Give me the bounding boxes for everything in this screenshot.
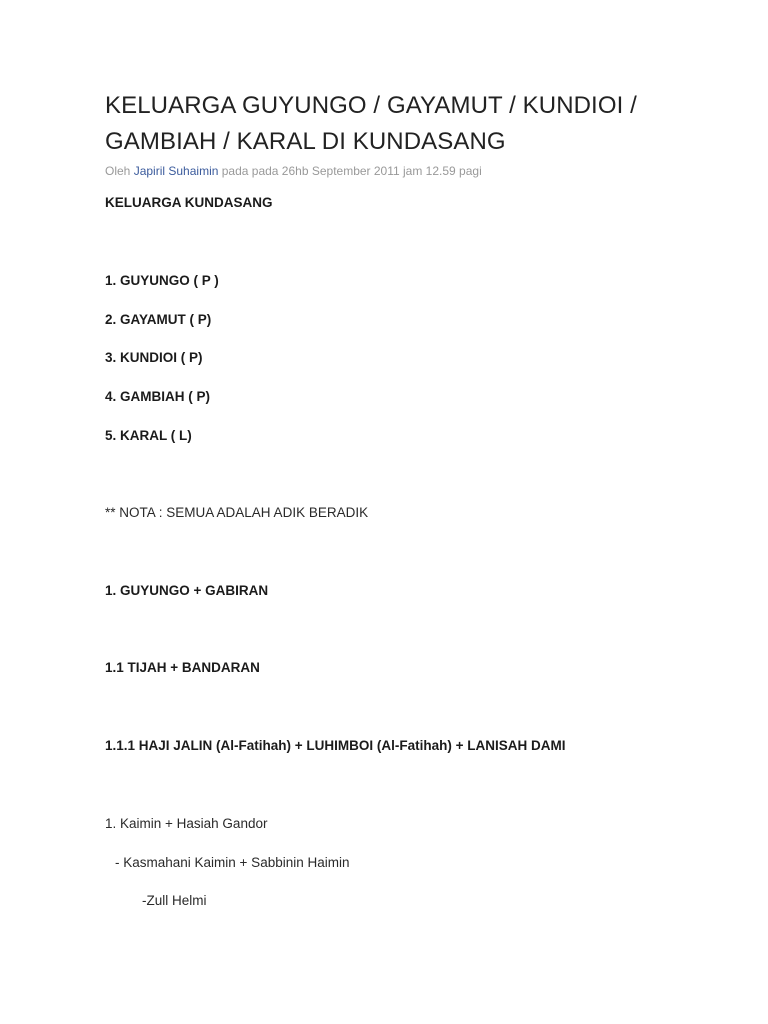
child-item: 3. KUNDIOI ( P): [105, 350, 203, 365]
child-item: 5. KARAL ( L): [105, 428, 192, 443]
byline-date: pada pada 26hb September 2011 jam 12.59 pagi: [221, 164, 482, 178]
descendant-line: -Zull Helmi: [142, 893, 207, 908]
lineage-line: 1. GUYUNGO + GABIRAN: [105, 583, 269, 598]
descendant-line: 1. Kaimin + Hasiah Gandor: [105, 816, 268, 831]
article-title: KELUARGA GUYUNGO / GAYAMUT / KUNDIOI / GAMBIAH / KARAL DI KUNDASANG: [105, 92, 637, 155]
author-link[interactable]: Japiril Suhaimin: [133, 164, 219, 178]
note-text: ** NOTA : SEMUA ADALAH ADIK BERADIK: [105, 505, 369, 520]
child-item: 1. GUYUNGO ( P ): [105, 273, 219, 288]
lineage-line: 1.1.1 HAJI JALIN (Al-Fatihah) + LUHIMBOI (Al-Fatihah) + LANISAH DAMI: [105, 738, 566, 753]
byline-prefix: Oleh: [105, 164, 131, 178]
descendant-line: - Kasmahani Kaimin + Sabbinin Haimin: [115, 855, 350, 870]
lineage-line: 1.1 TIJAH + BANDARAN: [105, 660, 260, 675]
section-heading: KELUARGA KUNDASANG: [105, 195, 273, 210]
article-byline: [105, 163, 482, 179]
child-item: 2. GAYAMUT ( P): [105, 312, 212, 327]
child-item: 4. GAMBIAH ( P): [105, 389, 211, 404]
